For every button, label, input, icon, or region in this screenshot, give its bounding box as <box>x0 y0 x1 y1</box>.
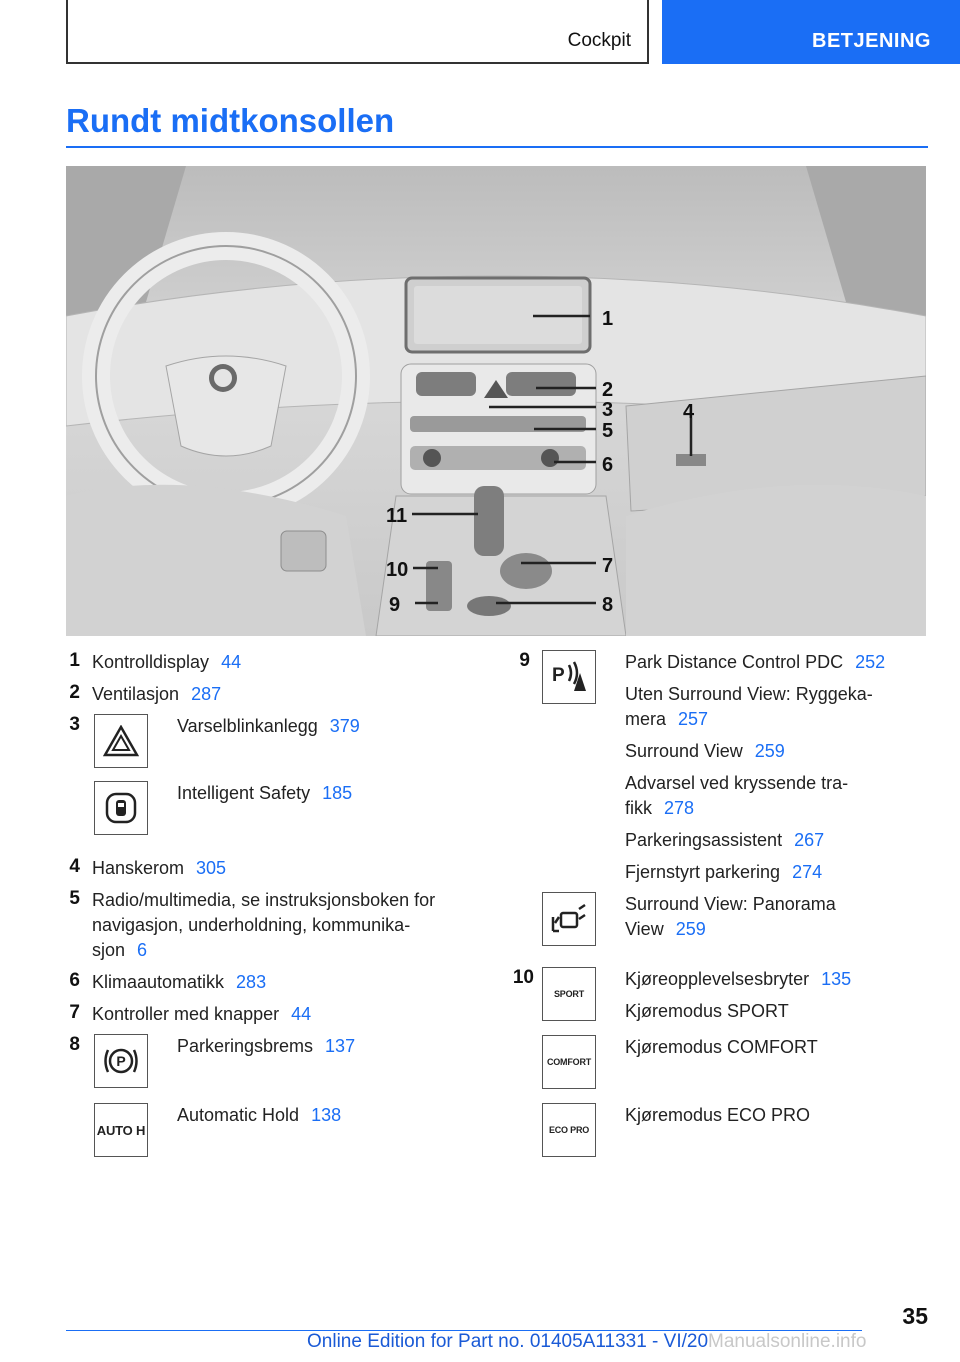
hazard-warning-icon <box>94 714 148 768</box>
cockpit-illustration <box>66 166 926 636</box>
eco-pro-mode-icon <box>542 1103 596 1157</box>
item-text: Fjernstyrt parkering <box>625 862 781 882</box>
item-text: fikk <box>625 798 652 818</box>
page-ref[interactable]: 267 <box>794 830 825 850</box>
item-text: Ventilasjon <box>92 684 180 704</box>
surround-view-icon <box>542 892 596 946</box>
item-number: 6 <box>69 970 80 991</box>
page-ref[interactable]: 274 <box>792 862 823 882</box>
footer-edition <box>307 1331 866 1353</box>
header-box <box>66 0 649 64</box>
callout-2: 2 <box>602 379 614 401</box>
item-text: navigasjon, underholdning, kommunika- <box>92 915 411 935</box>
page-ref[interactable]: 44 <box>291 1004 312 1024</box>
callout-8: 8 <box>602 594 614 616</box>
item-text: Kjøreopplevelsesbryter <box>625 969 810 989</box>
item-text: Varselblinkanlegg <box>177 716 318 736</box>
item-text: Kjøremodus COMFORT <box>625 1037 818 1057</box>
page-ref[interactable]: 259 <box>675 919 706 939</box>
svg-text:P: P <box>116 1053 126 1069</box>
item-text: Parkeringsbrems <box>177 1036 314 1056</box>
item-text: Kjøremodus ECO PRO <box>625 1105 811 1125</box>
item-text: Hanskerom <box>92 858 185 878</box>
item-text: Radio/multimedia, se instruksjonsboken for <box>92 890 436 910</box>
item-number: 2 <box>69 682 80 703</box>
page-ref[interactable]: 305 <box>196 858 227 878</box>
page-ref[interactable]: 252 <box>855 652 886 672</box>
item-text: Surround View <box>625 741 743 761</box>
item-number: 7 <box>69 1002 80 1023</box>
item-number: 5 <box>69 888 80 909</box>
item-text: Park Distance Control PDC <box>625 652 844 672</box>
page-ref[interactable]: 135 <box>821 969 852 989</box>
page-title: Rundt midtkonsollen <box>66 102 395 139</box>
header-tab-label: BETJENING <box>812 30 931 52</box>
page-ref[interactable]: 257 <box>678 709 709 729</box>
auto-hold-icon <box>94 1103 148 1157</box>
item-text: Uten Surround View: Ryggeka- <box>625 684 873 704</box>
item-text: Klimaautomatikk <box>92 972 225 992</box>
item-text: Kjøremodus SPORT <box>625 1001 789 1021</box>
item-text: sjon <box>92 940 126 960</box>
item-text: Parkeringsassistent <box>625 830 783 850</box>
callout-7: 7 <box>602 555 614 577</box>
page-ref[interactable]: 278 <box>664 798 695 818</box>
sport-mode-icon <box>542 967 596 1021</box>
callout-4: 4 <box>683 401 695 423</box>
icon-label: COMFORT <box>546 1057 592 1067</box>
icon-label: ECO PRO <box>548 1125 590 1135</box>
item-number: 3 <box>69 714 80 735</box>
item-number: 10 <box>512 967 534 988</box>
item-text: View <box>625 919 664 939</box>
watermark-text: Manualsonline.info <box>708 1331 867 1352</box>
page-ref[interactable]: 137 <box>325 1036 356 1056</box>
item-number: 1 <box>69 650 80 671</box>
item-number: 9 <box>519 650 530 671</box>
icon-label: AUTO H <box>96 1122 146 1138</box>
comfort-mode-icon <box>542 1035 596 1089</box>
page-number: 35 <box>902 1303 928 1329</box>
item-text: Intelligent Safety <box>177 783 311 803</box>
item-text: Automatic Hold <box>177 1105 300 1125</box>
item-text: Kontrolldisplay <box>92 652 210 672</box>
callout-11: 11 <box>386 505 408 527</box>
item-text: Surround View: Panorama <box>625 894 836 914</box>
intelligent-safety-icon <box>94 781 148 835</box>
page-ref[interactable]: 379 <box>329 716 360 736</box>
item-text: mera <box>625 709 667 729</box>
page-ref[interactable]: 283 <box>236 972 267 992</box>
edition-text: Online Edition for Part no. 01405A11331 - VI/20 <box>307 1331 709 1352</box>
callout-1: 1 <box>602 308 614 330</box>
item-number: 8 <box>69 1034 80 1055</box>
item-text: Kontroller med knapper <box>92 1004 280 1024</box>
header-tab <box>662 0 960 64</box>
page-ref[interactable]: 287 <box>191 684 222 704</box>
callout-6: 6 <box>602 454 614 476</box>
page-ref[interactable]: 185 <box>322 783 353 803</box>
page-ref[interactable]: 259 <box>754 741 785 761</box>
page-ref[interactable]: 6 <box>137 940 148 960</box>
title-divider <box>66 146 928 148</box>
park-distance-control-icon <box>542 650 596 704</box>
page-ref[interactable]: 44 <box>221 652 242 672</box>
parking-brake-icon <box>94 1034 148 1088</box>
callout-10: 10 <box>386 559 409 581</box>
callout-9: 9 <box>389 594 401 616</box>
callout-3: 3 <box>602 399 614 421</box>
item-text: Advarsel ved kryssende tra- <box>625 773 849 793</box>
svg-text:P: P <box>552 665 565 686</box>
item-number: 4 <box>69 856 80 877</box>
callout-5: 5 <box>602 420 614 442</box>
page-ref[interactable]: 138 <box>311 1105 342 1125</box>
icon-label: SPORT <box>553 989 584 999</box>
header-section: Cockpit <box>567 30 631 51</box>
